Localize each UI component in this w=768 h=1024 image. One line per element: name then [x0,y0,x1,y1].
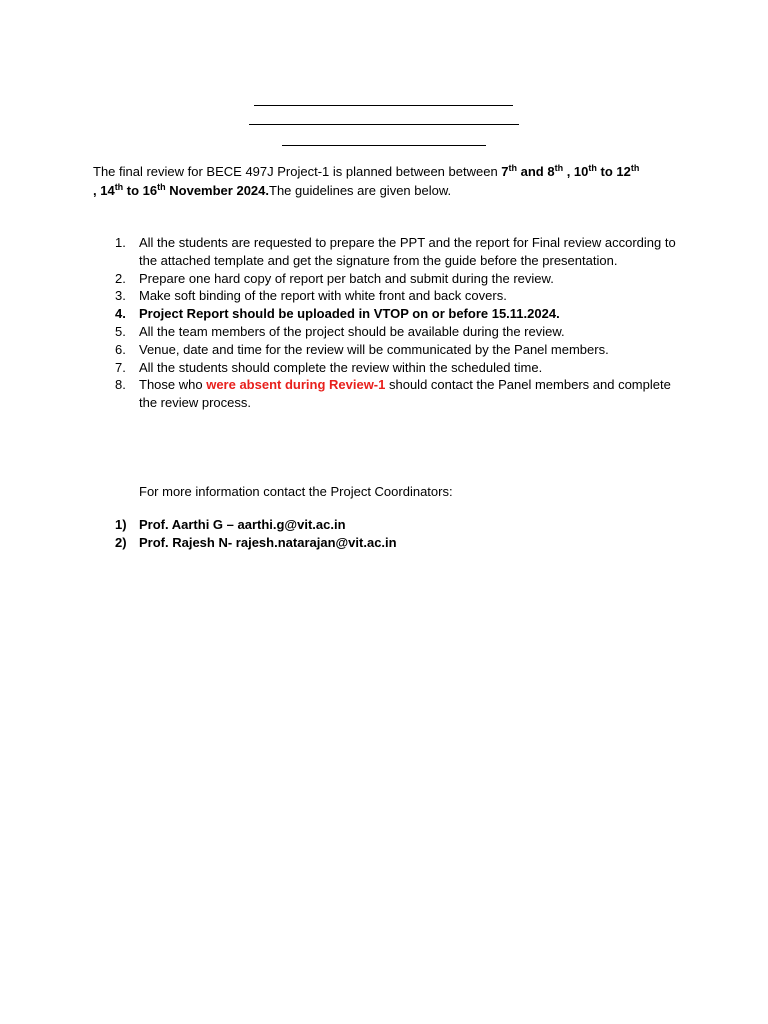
list-item: 5. All the team members of the project should be available during the review. [115,323,565,339]
list-item: 1. All the students are requested to prepare the PPT and the report for Final review according to the attached template and get the signature from the guide before the presentation. [115,235,676,268]
list-item: 3. Make soft binding of the report with white front and back covers. [115,288,507,304]
list-item: 8. Those who were absent during Review-1 should contact the Panel members and complete the review process. [115,377,671,411]
absent-highlight: were absent during Review-1 [206,377,386,393]
intro-text: The final review for BECE 497J Project-1 is planned between between [93,164,502,179]
list-item: 7. All the students should complete the review within the scheduled time. [115,359,543,375]
title-underline-2 [249,124,519,125]
intro-text-end: The guidelines are given below. [269,183,452,198]
coordinators-list [115,516,397,552]
coordinator-item: 1) Prof. Aarthi G – aarthi.g@vit.ac.in [115,517,346,532]
coordinator-item: 2) Prof. Rajesh N- rajesh.natarajan@vit.ac.in [115,535,397,550]
contact-text: For more information contact the Project Coordinators: [139,484,453,499]
list-item: 6. Venue, date and time for the review will be communicated by the Panel members. [115,341,609,357]
intro-paragraph [93,162,683,200]
list-item: 2. Prepare one hard copy of report per batch and submit during the review. [115,270,554,286]
review-dates: 7th and 8th , 10th to 12th , 14th to 16th November 2024. [93,163,640,198]
guidelines-list [115,234,679,412]
title-underline-1 [254,105,513,106]
title-underline-3 [282,145,486,146]
list-item-upload-deadline: 4. Project Report should be uploaded in VTOP on or before 15.11.2024. [115,306,560,322]
